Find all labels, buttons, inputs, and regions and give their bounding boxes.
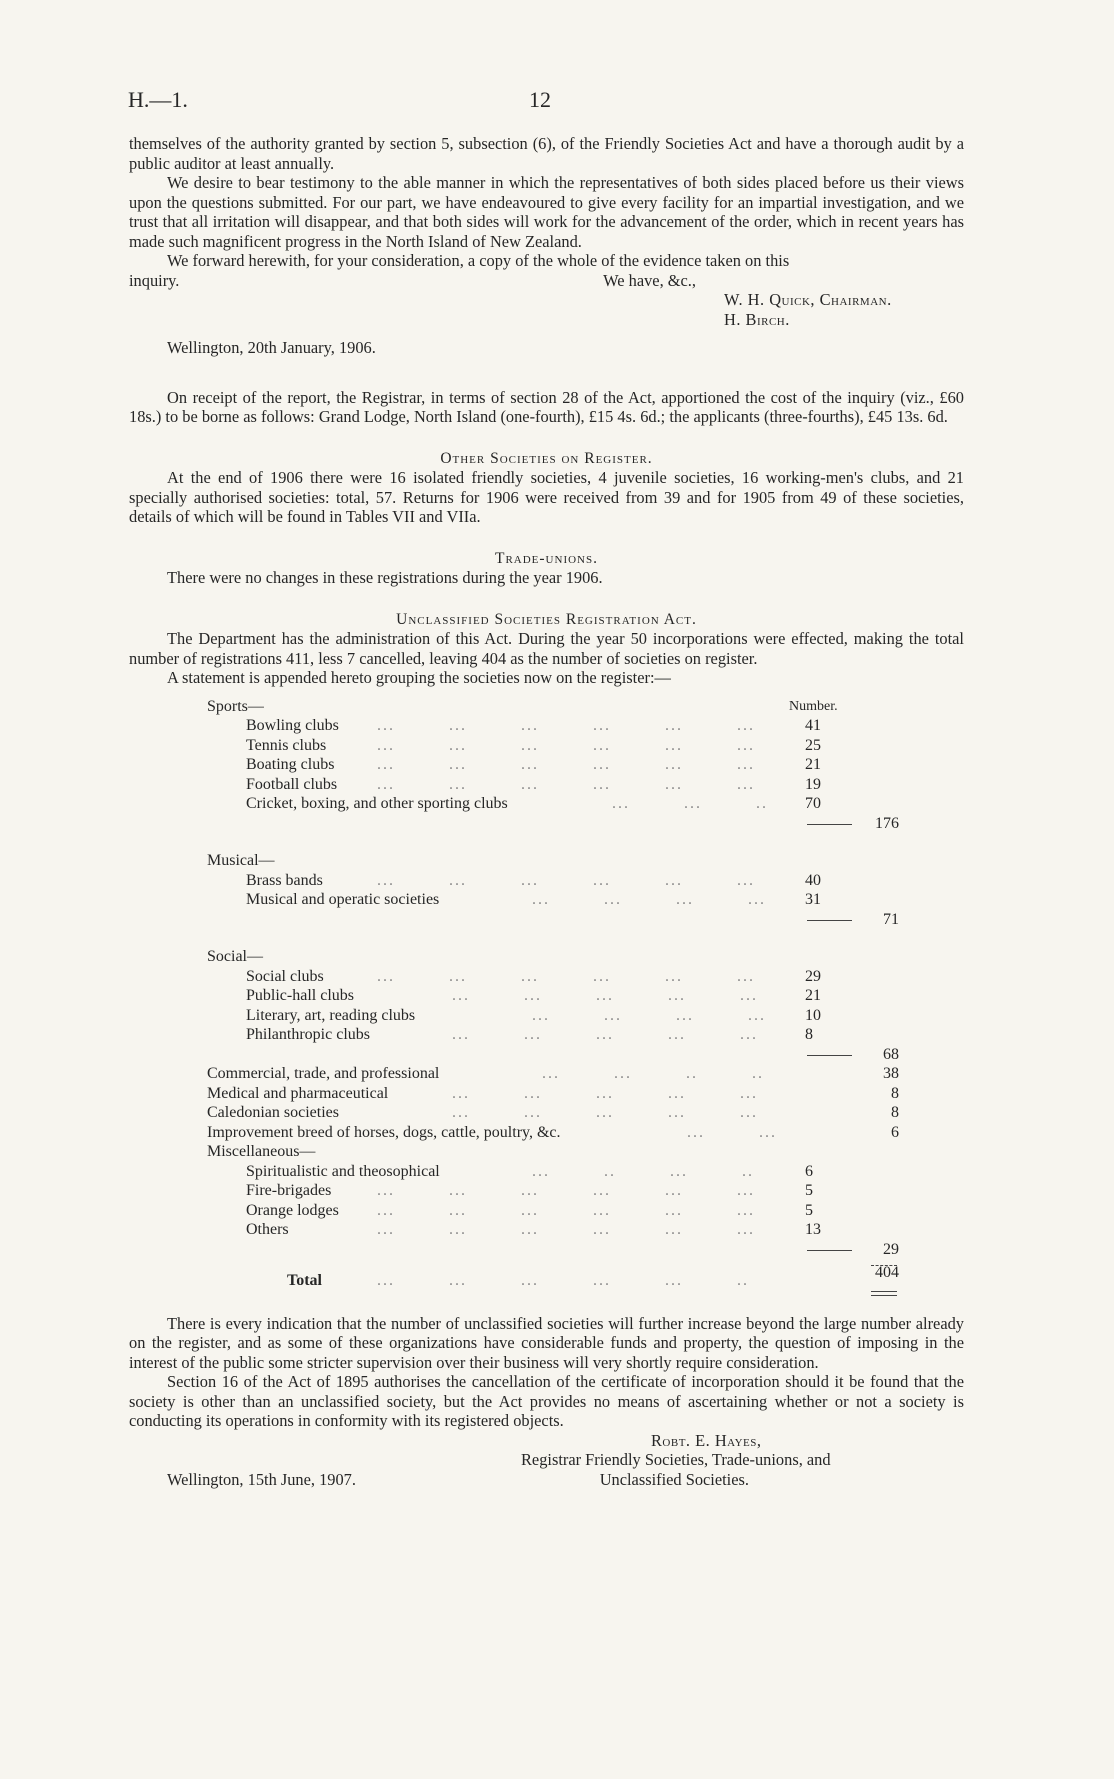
row-value: 5 [805,1201,813,1219]
subtotal-rule [807,1055,852,1056]
statement-row [207,890,927,910]
row-value: 40 [805,871,821,889]
row-value: 31 [805,891,821,908]
subtotal-value: 71 [883,910,899,928]
page-number: 12 [529,87,551,112]
signature-birch: H. Birch. [724,309,790,329]
leader-dots: ... ... ... ... ... ... [377,736,755,754]
statement-subtotal-row [207,814,927,834]
statement-row [207,1084,927,1104]
row-label: Philanthropic clubs [246,1026,370,1043]
heading-other-societies: Other Societies on Register. [440,449,653,467]
subtotal-value: 176 [875,814,899,832]
heading-unclassified: Unclassified Societies Registration Act. [396,610,697,628]
leader-dots: ... ... ... ... ... ... [377,1182,755,1199]
row-label: Orange lodges [246,1201,339,1219]
document-reference: H.—1. [128,87,188,112]
leader-dots: ... ... ... ... ... [452,1084,758,1102]
leader-dots: ... ... ... ... ... ... [377,871,755,889]
row-label: Cricket, boxing, and other sporting clubs [246,795,508,812]
final-dateline-row [129,1470,964,1490]
signature-title-line1: Registrar Friendly Societies, Trade-unions, and [521,1450,831,1469]
statement-row [207,794,927,814]
paragraph-department: The Department has the administration of this Act. During the year 50 incorporations were effected, making the total number of registrations 411, less 7 cancelled, leaving 404 as the number of societies on register. [129,629,964,668]
paragraph-forward-end: inquiry. [129,270,180,290]
leader-dots: ... ... ... ... ... ... [377,717,755,734]
statement-row [207,1220,927,1240]
paragraph-trade-unions: There were no changes in these registrations during the year 1906. [167,568,603,587]
leader-dots: ... ... ... ... ... ... [377,1201,755,1219]
row-label: Literary, art, reading clubs [246,1006,416,1024]
statement-subtotal-row [207,910,927,930]
statement-row [207,986,927,1006]
leader-dots: ... ... ... ... ... ... [377,756,755,773]
row-value: 10 [805,1006,821,1024]
row-label: Tennis clubs [246,736,327,754]
leader-dots: ... ... ... ... [532,891,766,908]
leader-dots: ... ... ... ... ... [452,987,758,1004]
category-musical: Musical— [207,852,275,869]
row-value: 8 [891,1084,899,1102]
row-label: Social clubs [246,967,324,985]
double-rule-line [871,1291,897,1292]
paragraph-statement-intro: A statement is appended hereto grouping the societies now on the register:— [167,668,671,687]
row-label: Medical and pharmaceutical [207,1084,389,1102]
row-label: Football clubs [246,775,338,793]
statement-total-row [207,1264,927,1291]
row-label: Others [246,1221,289,1238]
paragraph-testimony: We desire to bear testimony to the able manner in which the representatives of both sides placed before us their views upon the questions submitted. For our part, we have endeavoured to give every facility for an impartial investigation, and we trust that all irritation will disappear, and that both sides will work for the advancement of the order, which in recent years has made such magnificent progress in the North Island of New Zealand. [129,173,964,251]
row-label: Improvement breed of horses, dogs, cattle, poultry, &c. [207,1123,561,1141]
heading-trade-unions: Trade-unions. [494,549,598,567]
leader-dots: ... .. ... .. [532,1162,754,1180]
total-label: Total [287,1272,322,1289]
category-miscellaneous: Miscellaneous— [207,1143,316,1160]
statement-row [207,1142,927,1162]
paragraph-cost: On receipt of the report, the Registrar, in terms of section 28 of the Act, apportioned the cost of the inquiry (viz., £60 18s.) to be borne as follows: Grand Lodge, North Island (one-fourth), £15 4s. 6d.; the applicants (three-fourths), £45 13s. 6d. [129,387,964,426]
row-label: Boating clubs [246,756,335,773]
paragraph-other-societies: At the end of 1906 there were 16 isolated friendly societies, 4 juvenile societies, 16 working-men's clubs, and 21 specially authorised societies: total, 57. Returns for 1906 were received from 39 and for 1905 from 49 of these societies, details of which will be found in Tables VII and VIIa. [129,468,964,526]
category-social: Social— [207,948,263,965]
row-label: Caledonian societies [207,1104,339,1121]
leader-dots: ... ... .. .. [542,1065,764,1082]
statement-row [207,736,927,756]
statement-row [207,697,927,717]
subtotal-rule [807,824,852,825]
number-column-header: Number. [789,698,838,714]
category-sports: Sports— [207,697,264,715]
total-rule-row [207,1259,927,1271]
subtotal-rule [807,1250,852,1251]
row-value: 38 [883,1065,899,1082]
row-value: 13 [805,1221,821,1238]
row-value: 41 [805,717,821,734]
signature-hayes: Robt. E. Hayes, [651,1430,762,1450]
leader-dots: ... ... ... ... ... ... [377,1221,755,1238]
statement-row [207,1201,927,1221]
statement-row [207,1064,927,1084]
leader-dots: ... ... ... ... ... [452,1026,758,1043]
row-value: 70 [805,795,821,812]
statement-row [207,1006,927,1026]
leader-dots: ... ... ... ... [532,1006,766,1024]
paragraph-indication: There is every indication that the number of unclassified societies will further increase beyond the large number already on the register, and as some of these organizations have considerable funds and property, the question of imposing in the interest of the public some stricter supervision over their business will very shortly require consideration. [129,1313,964,1372]
statement-row [207,1103,927,1123]
statement-subtotal-row [207,1240,927,1260]
row-value: 8 [891,1104,899,1121]
subtotal-value: 29 [883,1240,899,1258]
row-value: 5 [805,1182,813,1199]
row-value: 21 [805,756,821,773]
row-label: Fire-brigades [246,1182,332,1199]
row-label: Spiritualistic and theosophical [246,1162,440,1180]
leader-dots: ... ... ... ... ... .. [377,1272,749,1289]
statement-row [207,716,927,736]
subtotal-value: 68 [883,1045,899,1063]
statement-row [207,1123,927,1143]
leader-dots: ... ... .. [612,795,768,812]
row-value: 21 [805,987,821,1004]
statement-row [207,755,927,775]
signature-title-line2: Unclassified Societies. [599,1469,749,1489]
double-rule-line [871,1295,897,1296]
leader-dots: ... ... ... ... ... [452,1104,758,1121]
statement-row [207,851,927,871]
statement-row [207,1181,927,1201]
row-value: 25 [805,736,821,754]
dateline-1906: Wellington, 20th January, 1906. [167,338,376,357]
closing-phrase: We have, &c., [603,270,696,290]
row-value: 29 [805,967,821,985]
statement-row [207,967,927,987]
leader-dots: ... ... ... ... ... ... [377,967,755,985]
statement-subtotal-row [207,1045,927,1065]
leader-dots: ... ... [687,1123,777,1141]
closing-line [129,271,964,291]
row-label: Brass bands [246,871,323,889]
row-value: 8 [805,1026,813,1043]
statement-row [207,947,927,967]
total-double-rule [207,1291,927,1305]
statement-row [207,1162,927,1182]
paragraph-section-16: Section 16 of the Act of 1895 authorises the cancellation of the certificate of incorporation should it be found that the society is other than an unclassified society, but the Act provides no means of ascertaining whether or not a society is conducting its operations in conformity with its registered objects. [129,1372,964,1430]
signature-chairman: W. H. Quick, Chairman. [724,290,892,309]
row-label: Commercial, trade, and professional [207,1065,440,1082]
row-value: 6 [891,1123,899,1141]
statement-row [207,871,927,891]
row-value: 19 [805,775,821,793]
paragraph-authority: themselves of the authority granted by section 5, subsection (6), of the Friendly Societies Act and have a thorough audit by a public auditor at least annually. [129,134,964,173]
row-label: Musical and operatic societies [246,891,440,908]
subtotal-rule [807,920,852,921]
statement-row [207,1025,927,1045]
row-label: Public-hall clubs [246,987,354,1004]
leader-dots: ... ... ... ... ... ... [377,775,755,793]
statement-row [207,775,927,795]
row-value: 6 [805,1162,813,1180]
total-value: 404 [875,1264,899,1281]
document-body [129,134,964,1489]
row-label: Bowling clubs [246,717,339,734]
societies-statement [207,697,927,1305]
paragraph-forward: We forward herewith, for your consideration, a copy of the whole of the evidence taken on this [167,251,790,270]
dateline-1907: Wellington, 15th June, 1907. [167,1469,356,1489]
